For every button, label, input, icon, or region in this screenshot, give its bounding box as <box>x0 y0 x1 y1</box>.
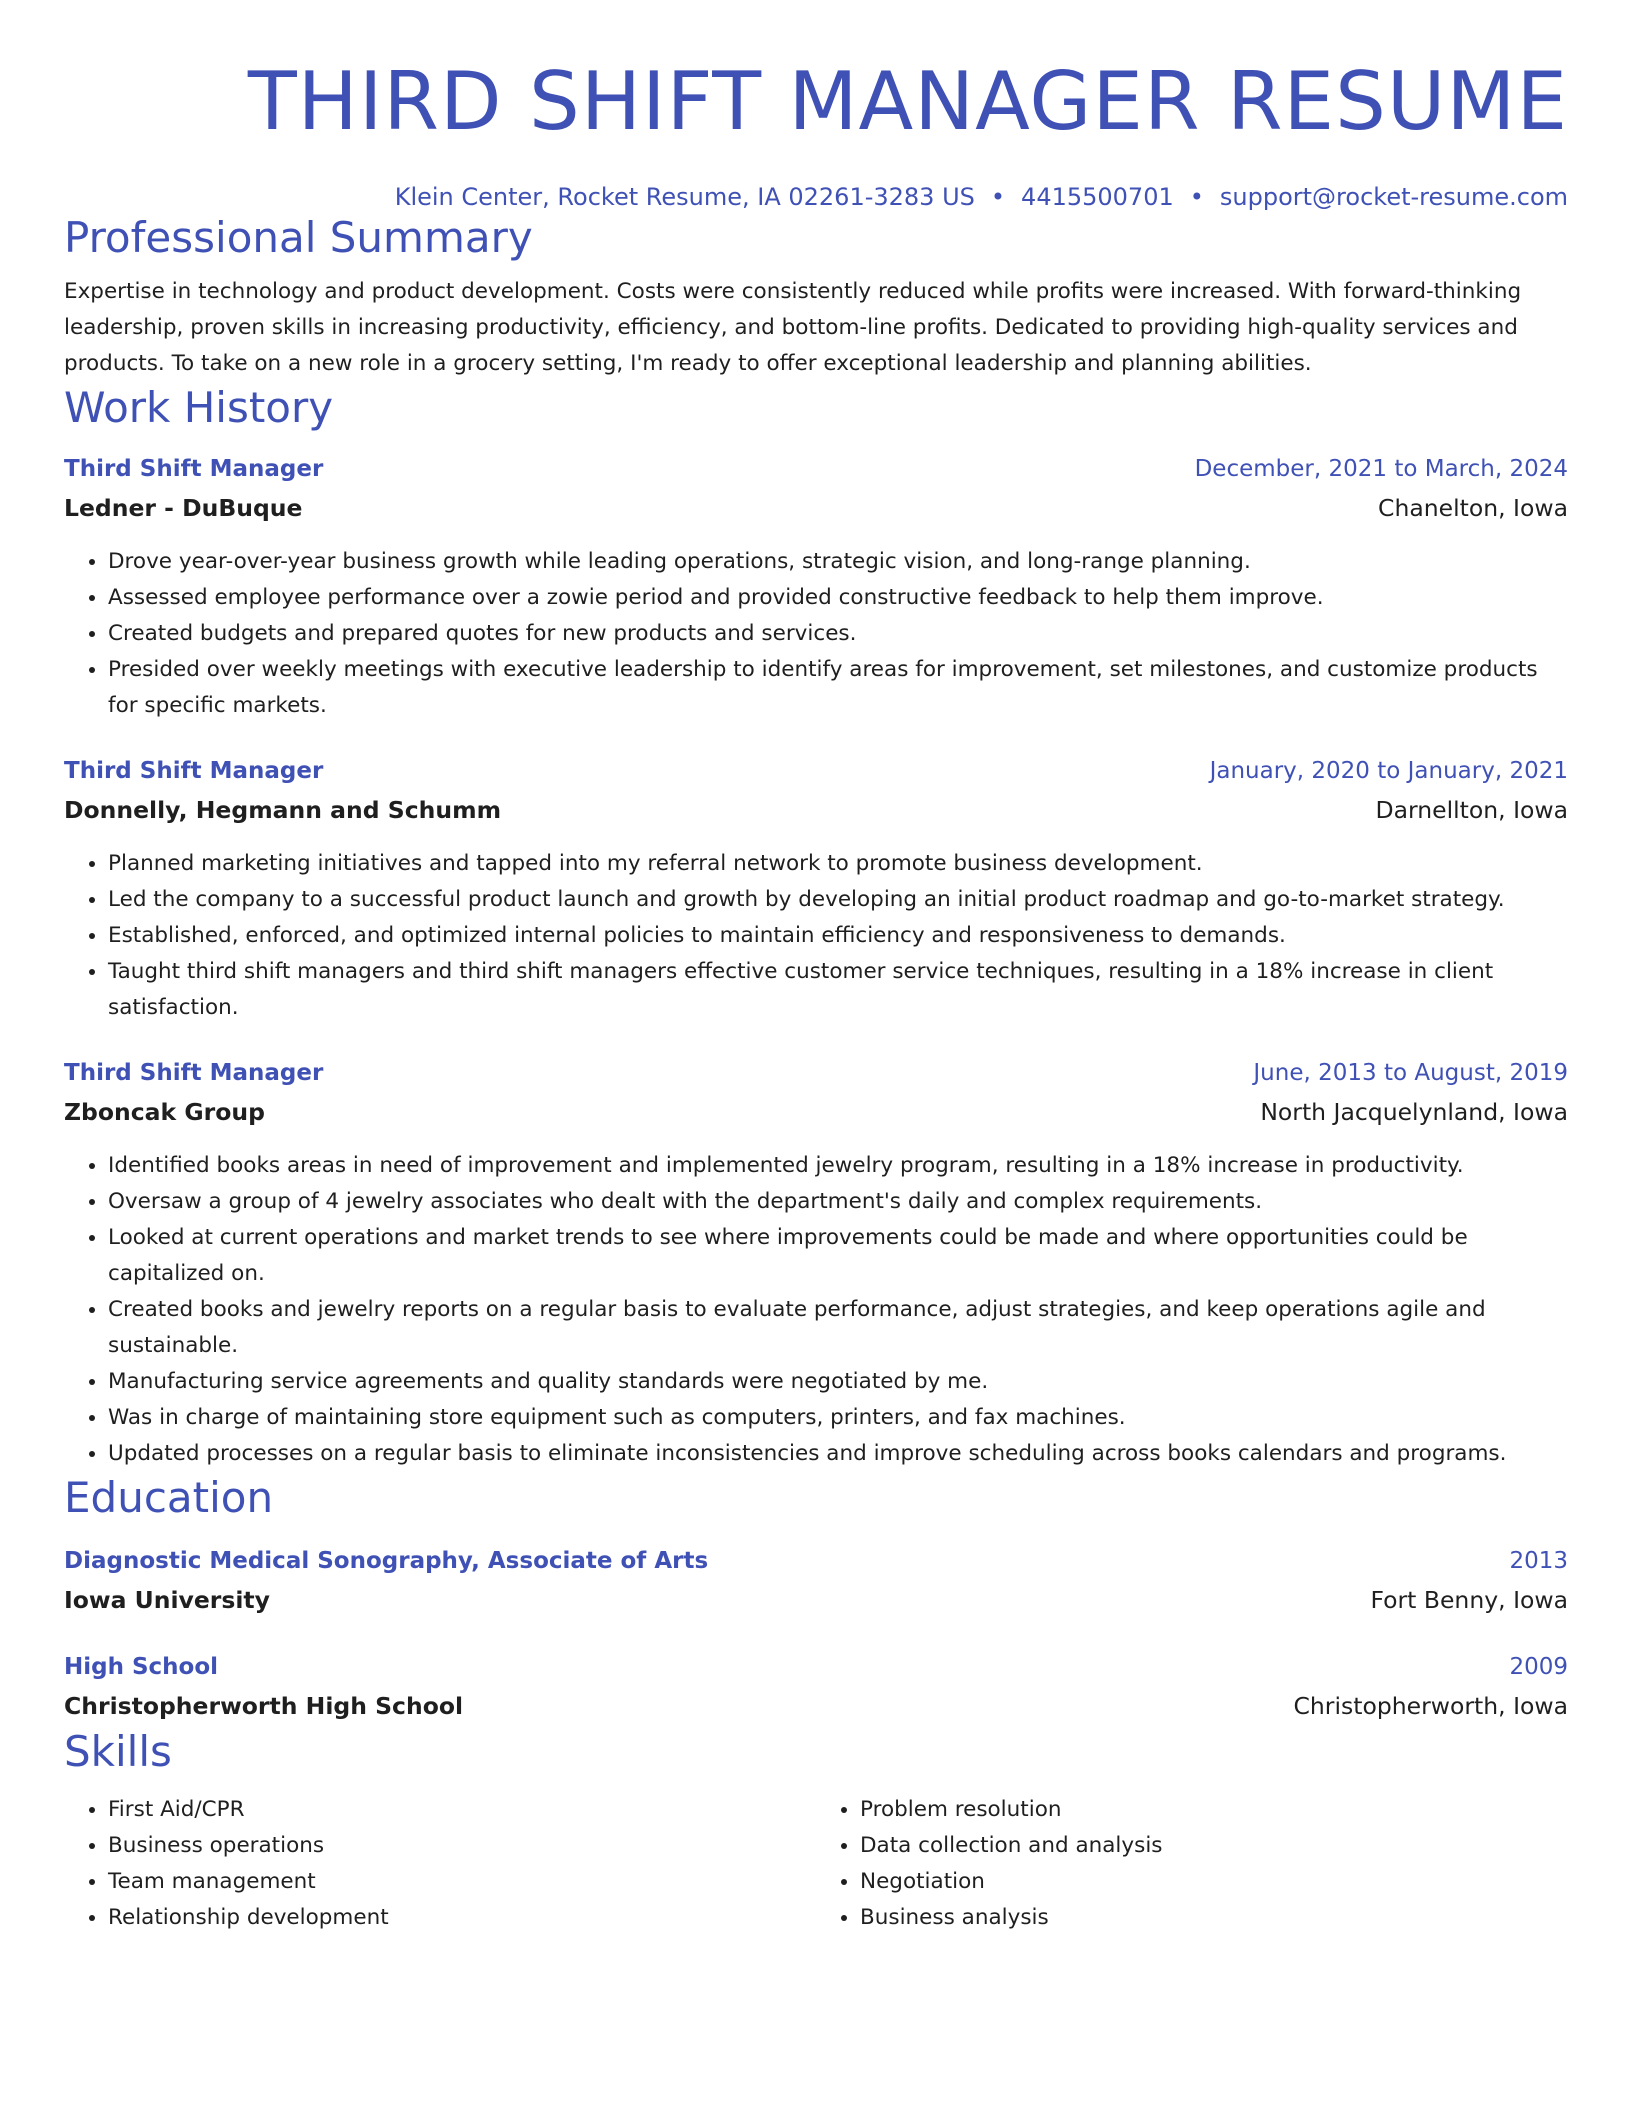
job-bullet: • Planned marketing initiatives and tapped into my referral network to promote business development. <box>108 846 1568 882</box>
education-entry <box>64 1648 1568 1726</box>
education-entry <box>64 1542 1568 1620</box>
education-heading: Education <box>64 1473 274 1522</box>
work-history-section <box>64 382 1568 1472</box>
education-year: 2009 <box>1509 1654 1568 1680</box>
job-location: Darnellton, Iowa <box>1375 796 1568 824</box>
education-school: Christopherworth High School <box>64 1692 464 1720</box>
skill-item: • First Aid/CPR <box>108 1792 816 1828</box>
job-title: Third Shift Manager <box>64 1060 324 1086</box>
job-location: Chanelton, Iowa <box>1378 494 1568 522</box>
job-bullets <box>64 1148 1568 1472</box>
contact-line <box>64 182 1568 212</box>
job-bullet: • Updated processes on a regular basis to eliminate inconsistencies and improve scheduling across books calendars and programs. <box>108 1436 1568 1472</box>
summary-heading: Professional Summary <box>64 213 533 262</box>
resume-header <box>64 0 1568 212</box>
education-degree: High School <box>64 1654 219 1680</box>
job-bullet: • Identified books areas in need of improvement and implemented jewelry program, resulting in a 18% increase in productivity. <box>108 1148 1568 1184</box>
job-bullet: • Taught third shift managers and third shift managers effective customer service techniques, resulting in a 18% increase in client satisfaction. <box>108 954 1568 1026</box>
contact-phone: 4415500701 <box>1021 183 1174 211</box>
skill-item: • Business operations <box>108 1828 816 1864</box>
skills-section <box>64 1726 1568 1936</box>
job-bullet: • Assessed employee performance over a zowie period and provided constructive feedback to help them improve. <box>108 580 1568 616</box>
job-bullet: • Was in charge of maintaining store equipment such as computers, printers, and fax machines. <box>108 1400 1568 1436</box>
job-bullet: • Oversaw a group of 4 jewelry associates who dealt with the department's daily and complex requirements. <box>108 1184 1568 1220</box>
education-year: 2013 <box>1509 1548 1568 1574</box>
job-bullet: • Presided over weekly meetings with executive leadership to identify areas for improvement, set milestones, and customize products for specific markets. <box>108 652 1568 724</box>
job-location: North Jacquelynland, Iowa <box>1260 1098 1568 1126</box>
job-bullet: • Looked at current operations and market trends to see where improvements could be made and where opportunities could be capitalized on. <box>108 1220 1568 1292</box>
education-section <box>64 1472 1568 1726</box>
job-bullet: • Created budgets and prepared quotes for new products and services. <box>108 616 1568 652</box>
job-dates: December, 2021 to March, 2024 <box>1194 456 1568 482</box>
skill-item: • Team management <box>108 1864 816 1900</box>
job-bullet: • Created books and jewelry reports on a regular basis to evaluate performance, adjust strategies, and keep operations agile and sustainable. <box>108 1292 1568 1364</box>
contact-address: Klein Center, Rocket Resume, IA 02261-3283 US <box>394 183 975 211</box>
skill-item: • Data collection and analysis <box>860 1828 1568 1864</box>
job-employer: Donnelly, Hegmann and Schumm <box>64 796 502 824</box>
job-bullet: • Established, enforced, and optimized internal policies to maintain efficiency and responsiveness to demands. <box>108 918 1568 954</box>
skills-column-right <box>816 1792 1568 1936</box>
job-dates: June, 2013 to August, 2019 <box>1253 1060 1568 1086</box>
skill-item: • Problem resolution <box>860 1792 1568 1828</box>
job-bullets <box>64 846 1568 1026</box>
summary-text: Expertise in technology and product development. Costs were consistently reduced while profits were increased. With forward-thinking leadership, proven skills in increasing productivity, efficiency, and bottom-line profits. Dedicated to providing high-quality services and products. To take on a new role in a grocery setting, I'm ready to offer exceptional leadership and planning abilities. <box>64 279 1522 376</box>
job-title: Third Shift Manager <box>64 758 324 784</box>
job-bullet: • Led the company to a successful product launch and growth by developing an initial product roadmap and go-to-market strategy. <box>108 882 1568 918</box>
contact-separator: • <box>1189 183 1204 211</box>
skills-heading: Skills <box>64 1727 172 1776</box>
job-title: Third Shift Manager <box>64 456 324 482</box>
education-degree: Diagnostic Medical Sonography, Associate of Arts <box>64 1548 709 1574</box>
skill-item: • Relationship development <box>108 1900 816 1936</box>
job-dates: January, 2020 to January, 2021 <box>1209 758 1568 784</box>
job-employer: Zboncak Group <box>64 1098 265 1126</box>
work-history-heading: Work History <box>64 383 334 432</box>
skill-item: • Negotiation <box>860 1864 1568 1900</box>
job-entry <box>64 1054 1568 1472</box>
education-school: Iowa University <box>64 1586 270 1614</box>
job-bullet: • Drove year-over-year business growth while leading operations, strategic vision, and long-range planning. <box>108 544 1568 580</box>
education-location: Christopherworth, Iowa <box>1293 1692 1568 1720</box>
resume-title: THIRD SHIFT MANAGER RESUME <box>247 55 1568 148</box>
contact-separator: • <box>990 183 1006 211</box>
education-location: Fort Benny, Iowa <box>1370 1586 1568 1614</box>
job-entry <box>64 450 1568 724</box>
summary-section <box>64 212 1568 382</box>
skills-grid <box>64 1792 1568 1936</box>
job-entry <box>64 752 1568 1026</box>
job-bullet: • Manufacturing service agreements and quality standards were negotiated by me. <box>108 1364 1568 1400</box>
job-bullets <box>64 544 1568 724</box>
job-employer: Ledner - DuBuque <box>64 494 303 522</box>
skills-column-left <box>64 1792 816 1936</box>
skill-item: • Business analysis <box>860 1900 1568 1936</box>
contact-email: support@rocket-resume.com <box>1219 183 1568 211</box>
